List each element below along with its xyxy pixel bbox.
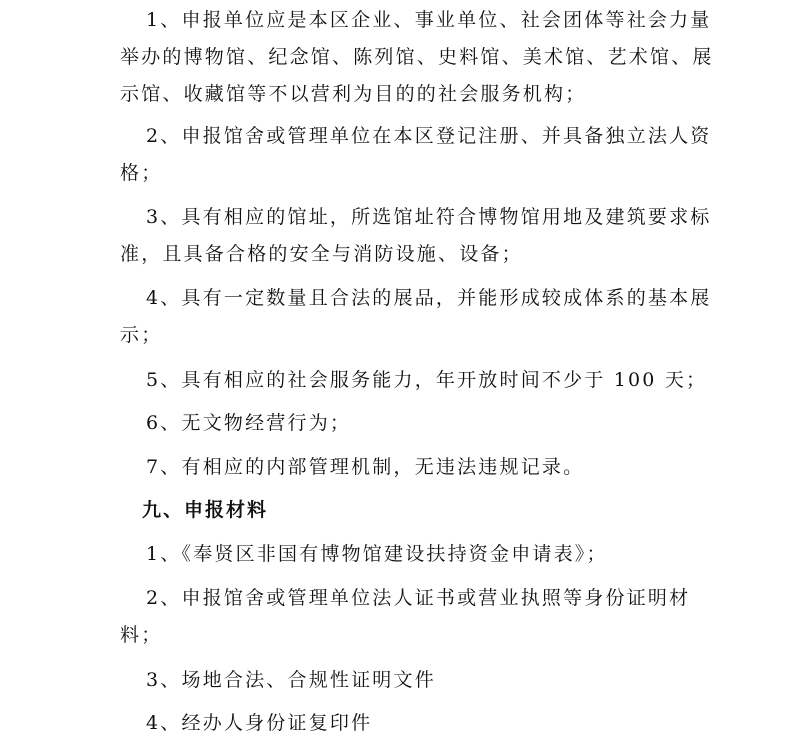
material-4-line-1: 4、经办人身份证复印件	[146, 712, 373, 734]
requirement-1-line-1: 1、申报单位应是本区企业、事业单位、社会团体等社会力量	[146, 9, 712, 31]
requirement-item-6	[120, 405, 680, 442]
requirement-2-line-2: 格；	[120, 162, 163, 184]
requirement-6-line-1: 6、无文物经营行为；	[146, 412, 352, 434]
requirement-1-line-2: 举办的博物馆、纪念馆、陈列馆、史料馆、美术馆、艺术馆、展	[120, 46, 714, 68]
requirement-item-7	[120, 449, 680, 486]
requirement-item-5	[120, 362, 708, 399]
material-2-line-1: 2、申报馆舍或管理单位法人证书或营业执照等身份证明材	[146, 587, 691, 609]
requirement-3-line-2: 准，且具备合格的安全与消防设施、设备；	[120, 243, 523, 265]
requirement-7-line-1: 7、有相应的内部管理机制，无违法违规记录。	[146, 456, 585, 478]
requirement-item-1	[120, 2, 714, 113]
requirement-4-line-1: 4、具有一定数量且合法的展品，并能形成较成体系的基本展	[146, 287, 712, 309]
requirement-1-line-3: 示馆、收藏馆等不以营利为目的的社会服务机构；	[120, 83, 587, 105]
requirement-item-2	[120, 118, 712, 192]
requirement-item-3	[120, 199, 712, 273]
material-item-1	[120, 536, 680, 573]
requirement-5-line-1: 5、具有相应的社会服务能力，年开放时间不少于 100 天；	[146, 369, 708, 391]
material-item-4	[120, 705, 680, 742]
requirement-2-line-1: 2、申报馆舍或管理单位在本区登记注册、并具备独立法人资	[146, 125, 712, 147]
material-1-line-1: 1、《奉贤区非国有博物馆建设扶持资金申请表》；	[146, 543, 608, 565]
material-3-line-1: 3、场地合法、合规性证明文件	[146, 669, 436, 691]
material-item-3	[120, 662, 680, 699]
material-2-line-2: 料；	[120, 624, 163, 646]
section-nine-heading: 九、申报材料	[142, 499, 269, 521]
requirement-4-line-2: 示；	[120, 324, 163, 346]
requirement-3-line-1: 3、具有相应的馆址，所选馆址符合博物馆用地及建筑要求标	[146, 206, 712, 228]
material-item-2	[120, 580, 691, 654]
requirement-item-4	[120, 280, 712, 354]
